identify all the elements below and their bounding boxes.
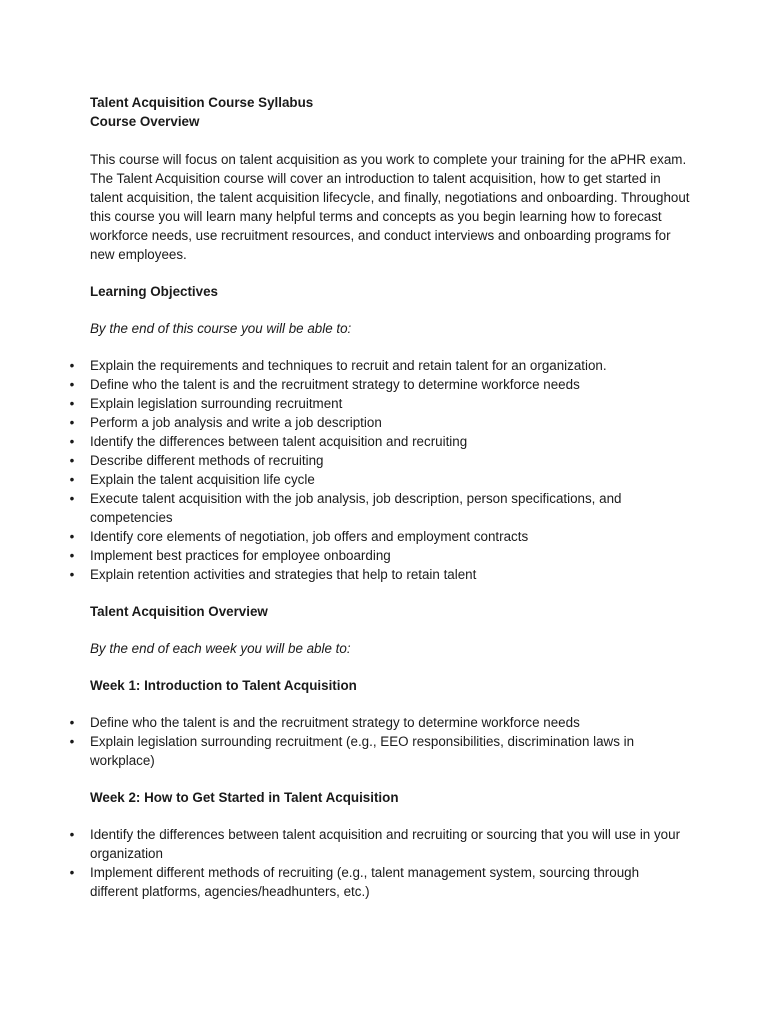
list-item [69, 489, 690, 527]
list-item-text: Perform a job analysis and write a job description [90, 415, 382, 430]
list-item [69, 394, 690, 413]
list-item-text: Identify core elements of negotiation, job offers and employment contracts [90, 529, 529, 544]
course-overview-heading: Course Overview [90, 114, 200, 129]
list-item [69, 432, 690, 451]
bullet-icon: • [69, 415, 75, 430]
list-item-text: Identify the differences between talent acquisition and recruiting [90, 434, 468, 449]
bullet-icon: • [69, 734, 75, 749]
week2-list [69, 825, 690, 901]
objectives-list [69, 356, 690, 584]
bullet-icon: • [69, 434, 75, 449]
document-body [69, 93, 690, 901]
list-item-text: Identify the differences between talent acquisition and recruiting or sourcing that you will use in your organization [90, 827, 681, 861]
bullet-icon: • [69, 396, 75, 411]
list-item [69, 527, 690, 546]
list-item-text: Implement best practices for employee onboarding [90, 548, 391, 563]
list-item [69, 451, 690, 470]
list-item-text: Explain legislation surrounding recruitment (e.g., EEO responsibilities, discrimination laws in workplace) [90, 734, 635, 768]
bullet-icon: • [69, 715, 75, 730]
objectives-intro: By the end of this course you will be able to: [90, 321, 352, 336]
week1-heading: Week 1: Introduction to Talent Acquisition [90, 678, 357, 693]
list-item-text: Define who the talent is and the recruitment strategy to determine workforce needs [90, 715, 580, 730]
learning-objectives-heading: Learning Objectives [90, 284, 218, 299]
list-item [69, 863, 690, 901]
week1-list [69, 713, 690, 770]
bullet-icon: • [69, 827, 75, 842]
list-item-text: Explain legislation surrounding recruitment [90, 396, 343, 411]
list-item-text: Implement different methods of recruiting (e.g., talent management system, sourcing through different platforms, agencies/headhunters, etc.) [90, 865, 640, 899]
talent-acquisition-overview-heading: Talent Acquisition Overview [90, 604, 268, 619]
list-item [69, 732, 690, 770]
list-item [69, 413, 690, 432]
list-item-text: Define who the talent is and the recruitment strategy to determine workforce needs [90, 377, 580, 392]
list-item-text: Explain retention activities and strategies that help to retain talent [90, 567, 477, 582]
list-item [69, 565, 690, 584]
bullet-icon: • [69, 472, 75, 487]
list-item [69, 825, 690, 863]
week2-heading: Week 2: How to Get Started in Talent Acquisition [90, 790, 399, 805]
bullet-icon: • [69, 453, 75, 468]
bullet-icon: • [69, 548, 75, 563]
list-item-text: Explain the requirements and techniques to recruit and retain talent for an organization. [90, 358, 607, 373]
list-item [69, 375, 690, 394]
list-item [69, 356, 690, 375]
bullet-icon: • [69, 358, 75, 373]
weekly-intro: By the end of each week you will be able to: [90, 641, 351, 656]
bullet-icon: • [69, 567, 75, 582]
list-item [69, 713, 690, 732]
list-item-text: Describe different methods of recruiting [90, 453, 324, 468]
list-item [69, 470, 690, 489]
bullet-icon: • [69, 529, 75, 544]
list-item [69, 546, 690, 565]
document-title: Talent Acquisition Course Syllabus [90, 95, 314, 110]
list-item-text: Execute talent acquisition with the job analysis, job description, person specifications, and competencies [90, 491, 622, 525]
bullet-icon: • [69, 865, 75, 880]
bullet-icon: • [69, 491, 75, 506]
course-overview-paragraph: This course will focus on talent acquisition as you work to complete your training for the aPHR exam. The Talent Acquisition course will cover an introduction to talent acquisition, how to get started in talent acquisition, the talent acquisition lifecycle, and finally, negotiations and onboarding. Throughout this course you will learn many helpful terms and concepts as you begin learning how to forecast workforce needs, use recruitment resources, and conduct interviews and onboarding programs for new employees. [90, 152, 690, 262]
bullet-icon: • [69, 377, 75, 392]
list-item-text: Explain the talent acquisition life cycle [90, 472, 315, 487]
